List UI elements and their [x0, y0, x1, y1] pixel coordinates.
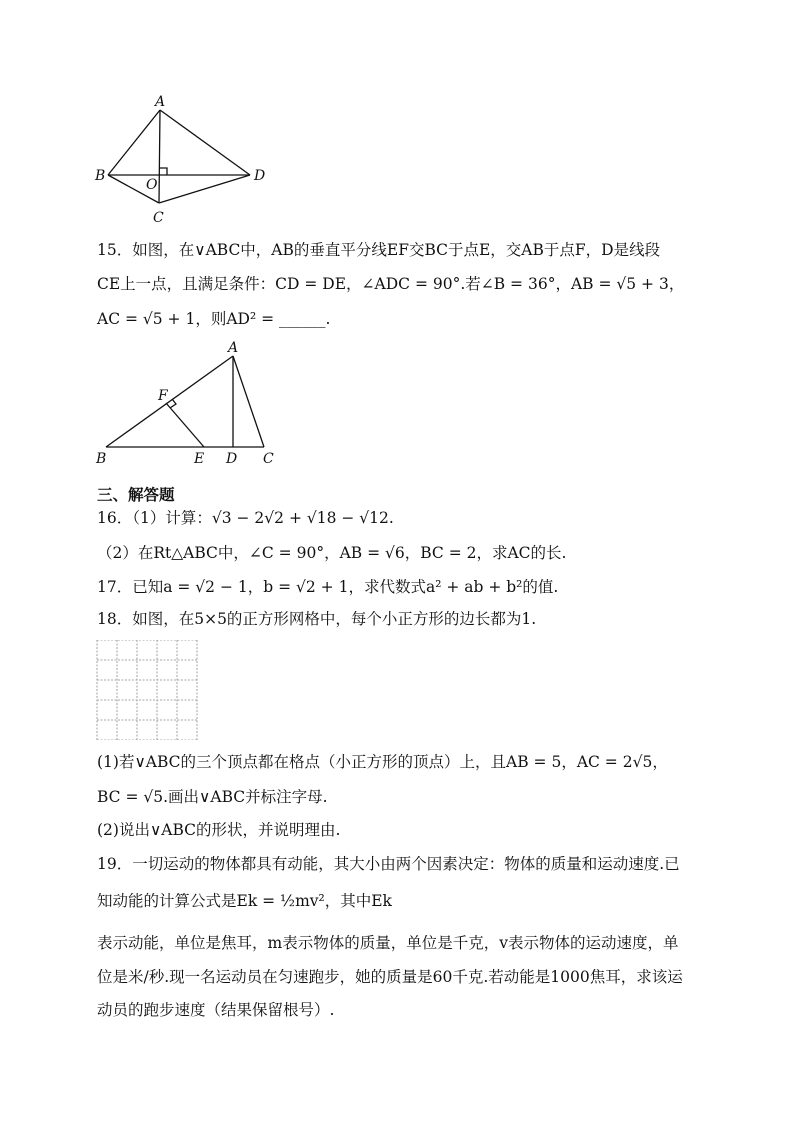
- label-a: A: [155, 94, 166, 110]
- label-d: D: [254, 168, 266, 184]
- q18-part1-line1: (1)若∨ABC的三个顶点都在格点（小正方形的顶点）上，且AB = 5，AC = 2√5，: [97, 753, 668, 771]
- label-e: E: [194, 451, 205, 467]
- q15-line2: CE上一点，且满足条件：CD = DE，∠ADC = 90°.若∠B = 36°，AB = √5 + 3，: [97, 275, 685, 293]
- edge-ba: [106, 356, 233, 447]
- q18-part2: (2)说出∨ABC的形状，并说明理由.: [97, 821, 341, 839]
- q16-part2: （2）在Rt△ABC中，∠C = 90°，AB = √6，BC = 2，求AC的长.: [97, 544, 567, 562]
- q17-text: 17．已知a = √2 − 1，b = √2 + 1，求代数式a² + ab + b²的值.: [97, 578, 559, 596]
- q19-line4: 位是米/秒.现一名运动员在匀速跑步，她的质量是60千克.若动能是1000焦耳，求该运: [97, 968, 683, 986]
- edge-ac: [233, 356, 264, 447]
- figure-triangle-abc: [90, 336, 290, 472]
- q18-text: 18．如图，在5×5的正方形网格中，每个小正方形的边长都为1.: [97, 610, 537, 628]
- q18-part1-line2: BC = √5.画出∨ABC并标注字母.: [97, 788, 328, 806]
- q19-line3: 表示动能，单位是焦耳，m表示物体的质量，单位是千克，v表示物体的运动速度，单: [97, 934, 679, 952]
- edge-ab: [108, 110, 160, 175]
- figure-quadrilateral-abcd: [90, 92, 280, 232]
- edge-da: [160, 110, 250, 175]
- q15-line1: 15．如图，在∨ABC中，AB的垂直平分线EF交BC于点E，交AB于点F，D是线段: [97, 241, 661, 259]
- q19-line1: 19．一切运动的物体都具有动能，其大小由两个因素决定：物体的质量和运动速度.已: [97, 855, 680, 873]
- segment-fe: [166, 403, 204, 447]
- label-d: D: [226, 451, 238, 467]
- q19-line2: 知动能的计算公式是Ek = ½mv²，其中Ek: [97, 892, 392, 910]
- q16-part1: 16．（1）计算：√3 − 2√2 + √18 − √12.: [97, 509, 394, 527]
- right-angle-mark-o: [160, 168, 167, 175]
- label-c: C: [263, 451, 274, 467]
- section-title: 三、解答题: [97, 486, 175, 504]
- label-c: C: [153, 210, 164, 226]
- q19-line5: 动员的跑步速度（结果保留根号）.: [97, 1001, 335, 1019]
- grid-5x5: [96, 640, 198, 740]
- label-f: F: [158, 388, 168, 404]
- label-a: A: [228, 340, 239, 356]
- edge-cd: [159, 175, 250, 203]
- label-b: B: [96, 451, 107, 467]
- label-o: O: [146, 177, 158, 193]
- diagonal-ac: [159, 110, 160, 203]
- q15-line3: AC = √5 + 1，则AD² = ______.: [97, 310, 331, 328]
- label-b: B: [95, 168, 106, 184]
